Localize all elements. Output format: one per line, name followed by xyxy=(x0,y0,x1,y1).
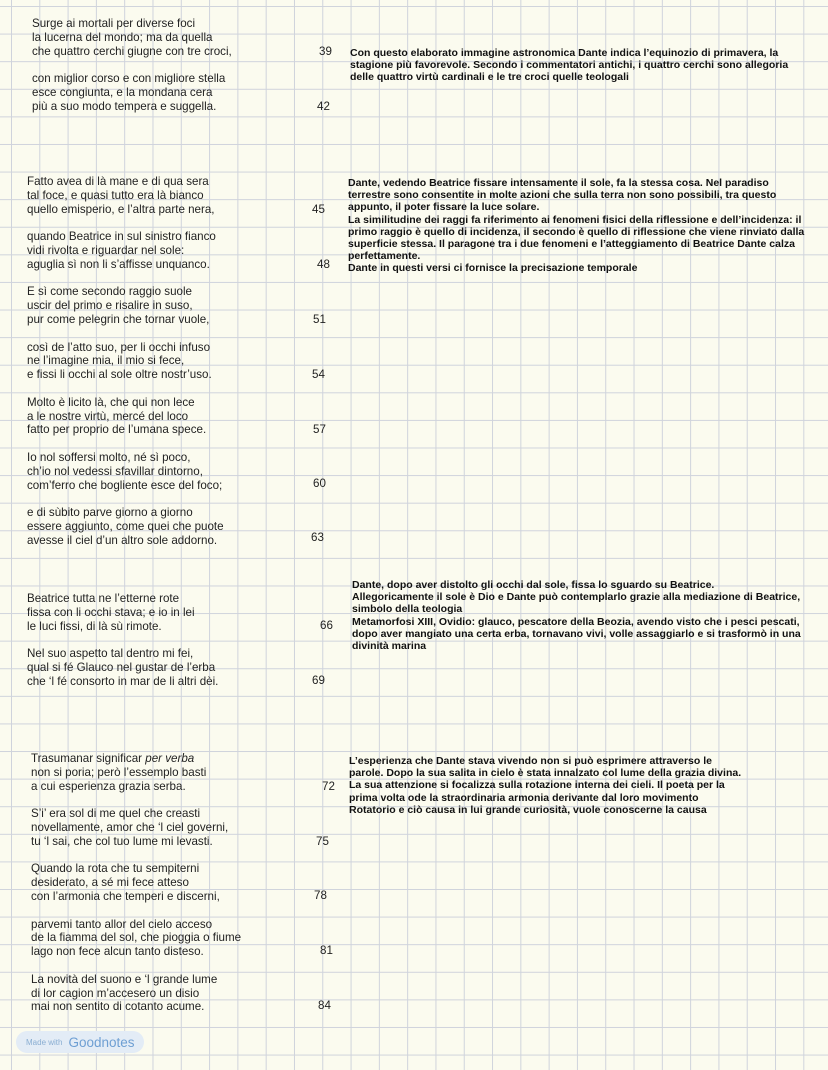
verse-line: tu ‘l sai, che col tuo lume mi levasti. xyxy=(31,834,213,848)
verse-gap xyxy=(32,58,232,72)
verse-line: Io nol soffersi molto, né sì poco, xyxy=(27,450,191,464)
line-number: 72 xyxy=(322,780,335,793)
verse-line: Molto è licito là, che qui non lece xyxy=(27,395,195,409)
verse-line: novellamente, amor che ‘l ciel governi, xyxy=(31,820,229,834)
verse-line: Beatrice tutta ne l’etterne rote xyxy=(27,592,180,605)
commentary-note-3: Dante, dopo aver distolto gli occhi dal sole, fissa lo sguardo su Beatrice. Allegoricamente il sole è Dio e Dante può contemplarlo grazie alla mediazione di Beatrice, simbolo della teologia Metamorfosi XIII, Ovidio: glauco, pescatore della Beozia, avendo visto che i pesci pescati, dopo aver mangiato una certa erba, tornavano vivi, volle assaggiarlo e si trasformò in una divinità marina xyxy=(352,579,801,653)
line-number: 66 xyxy=(320,619,333,632)
verse-gap xyxy=(27,382,224,396)
verse-line: uscir del primo e risalire in suso, xyxy=(27,299,193,313)
verse-line: che quattro cerchi giugne con tre croci, xyxy=(32,44,232,58)
line-number: 45 xyxy=(312,203,325,216)
line-number: 75 xyxy=(316,835,329,848)
line-number: 42 xyxy=(317,100,330,113)
line-number: 57 xyxy=(313,423,326,436)
verse-gap xyxy=(27,437,224,451)
verse-line: avesse il ciel d’un altro sole addorno. xyxy=(27,533,218,547)
verse-line: che ‘l fé consorto in mar de li altri dèi. xyxy=(27,674,219,688)
verse-line: desiderato, a sé mi fece atteso xyxy=(31,876,189,890)
line-number: 84 xyxy=(318,999,331,1012)
verse-line: S’i’ era sol di me quel che creasti xyxy=(31,807,201,821)
verse-line: fissa con li occhi stava; e io in lei xyxy=(27,605,195,619)
verse-line: quando Beatrice in sul sinistro fianco xyxy=(27,230,216,244)
verse-italic: per verba xyxy=(145,752,195,765)
poem-block-1 xyxy=(32,17,232,114)
line-number: 54 xyxy=(312,368,325,381)
verse-line: esce congiunta, e la mondana cera xyxy=(32,85,213,99)
verse-line: e fissi li occhi al sole oltre nostr’uso. xyxy=(27,368,212,382)
verse-line: a le nostre virtù, mercé del loco xyxy=(27,409,189,423)
verse-line: di lor cagion m’accesero un disio xyxy=(31,986,200,1000)
poem-block-2 xyxy=(27,175,224,548)
verse-line: tal foce, e quasi tutto era là bianco xyxy=(27,188,204,202)
badge-brand: Goodnotes xyxy=(68,1034,135,1050)
line-number: 81 xyxy=(320,944,333,957)
verse-line: qual si fé Glauco nel gustar de l’erba xyxy=(27,660,216,674)
verse-gap xyxy=(31,904,241,918)
verse-line: Surge ai mortali per diverse foci xyxy=(32,17,196,30)
verse-line: quello emisperio, e l’altra parte nera, xyxy=(27,202,215,216)
verse-line: lago non fece alcun tanto disteso. xyxy=(31,945,204,959)
verse-gap xyxy=(27,216,224,230)
verse-gap xyxy=(31,793,241,807)
verse-line: de la fiamma del sol, che pioggia o fiume xyxy=(31,931,242,945)
line-number: 48 xyxy=(317,258,330,271)
commentary-note-4: L’esperienza che Dante stava vivendo non si può esprimere attraverso le parole. Dopo la sua salita in cielo è stata innalzato col lume della grazia divina. La sua attenzione si focalizza sulla rotazione interna dei cieli. Il poeta per la prima volta ode la straordinaria armonia derivante dal loro movimento Rotatorio e ciò causa in lui grande curiosità, vuole conoscerne la causa xyxy=(349,755,742,816)
verse-line: a cui esperienza grazia serba. xyxy=(31,779,186,793)
verse-line: E sì come secondo raggio suole xyxy=(27,285,192,299)
poem-block-3 xyxy=(27,592,218,689)
verse-line: pur come pelegrin che tornar vuole, xyxy=(27,312,210,326)
verse-line: Fatto avea di là mane e di qua sera xyxy=(27,175,209,188)
commentary-note-1: Con questo elaborato immagine astronomica Dante indica l’equinozio di primavera, la stagione più favorevole. Secondo i commentatori antichi, i quattro cerchi sono allegoria delle quattro virtù cardinali e le tre croci quelle teologali xyxy=(350,47,789,84)
verse-line: ne l’imagine mia, il mio si fece, xyxy=(27,354,185,368)
verse-line: Quando la rota che tu sempiterni xyxy=(31,862,200,876)
line-number: 63 xyxy=(311,531,324,544)
poem-block-4 xyxy=(31,752,241,1014)
badge-prefix: Made with xyxy=(26,1037,63,1047)
verse-line: ch’io nol vedessi sfavillar dintorno, xyxy=(27,464,203,478)
verse-line: fatto per proprio de l’umana spece. xyxy=(27,423,207,437)
line-number: 60 xyxy=(313,477,326,490)
verse-line xyxy=(31,752,241,766)
verse-line: così de l’atto suo, per li occhi infuso xyxy=(27,340,211,354)
verse-text: Trasumanar significar xyxy=(31,752,146,765)
line-number: 51 xyxy=(313,313,326,326)
verse-line: essere aggiunto, come quei che puote xyxy=(27,519,224,533)
verse-gap xyxy=(27,633,218,647)
verse-gap xyxy=(31,959,241,973)
line-number: 78 xyxy=(314,889,327,902)
verse-line: La novità del suono e ‘l grande lume xyxy=(31,972,218,986)
verse-gap xyxy=(31,849,241,863)
verse-line: la lucerna del mondo; ma da quella xyxy=(32,30,213,44)
verse-line: Nel suo aspetto tal dentro mi fei, xyxy=(27,647,194,661)
goodnotes-badge[interactable] xyxy=(16,1031,144,1053)
verse-line: com’ferro che bogliente esce del foco; xyxy=(27,478,223,492)
verse-line: più a suo modo tempera e suggella. xyxy=(32,99,217,113)
line-number: 69 xyxy=(312,674,325,687)
verse-line: e di sùbito parve giorno a giorno xyxy=(27,506,193,520)
verse-gap xyxy=(27,492,224,506)
verse-gap xyxy=(27,272,224,286)
verse-line: con l’armonia che temperi e discerni, xyxy=(31,889,220,903)
verse-line: non si poria; però l’essemplo basti xyxy=(31,765,207,779)
verse-line: le luci fissi, di là sù rimote. xyxy=(27,619,162,633)
verse-line: aguglia sì non li s’affisse unquanco. xyxy=(27,257,210,271)
verse-gap xyxy=(27,327,224,341)
verse-line: mai non sentito di cotanto acume. xyxy=(31,1000,205,1014)
verse-line: parvemi tanto allor del cielo acceso xyxy=(31,917,213,931)
line-number: 39 xyxy=(319,45,332,58)
verse-line: vidi rivolta e riguardar nel sole: xyxy=(27,243,185,257)
verse-line: con miglior corso e con migliore stella xyxy=(32,72,226,86)
commentary-note-2: Dante, vedendo Beatrice fissare intensamente il sole, fa la stessa cosa. Nel paradiso terrestre sono consentite in molte azioni che sulla terra non sono possibili, tra questo appunto, il poter fissare la luce solare. La similitudine dei raggi fa riferimento ai fenomeni fisici della riflessione e dell’incidenza: il primo raggio è quello di incidenza, il secondo è quello di riflessione che viene rinviato dalla superficie stessa. Il paragone tra i due fenomeni e l’atteggiamento di Beatrice Dante calza perfettamente. Dante in questi versi ci fornisce la precisazione temporale xyxy=(348,177,805,275)
